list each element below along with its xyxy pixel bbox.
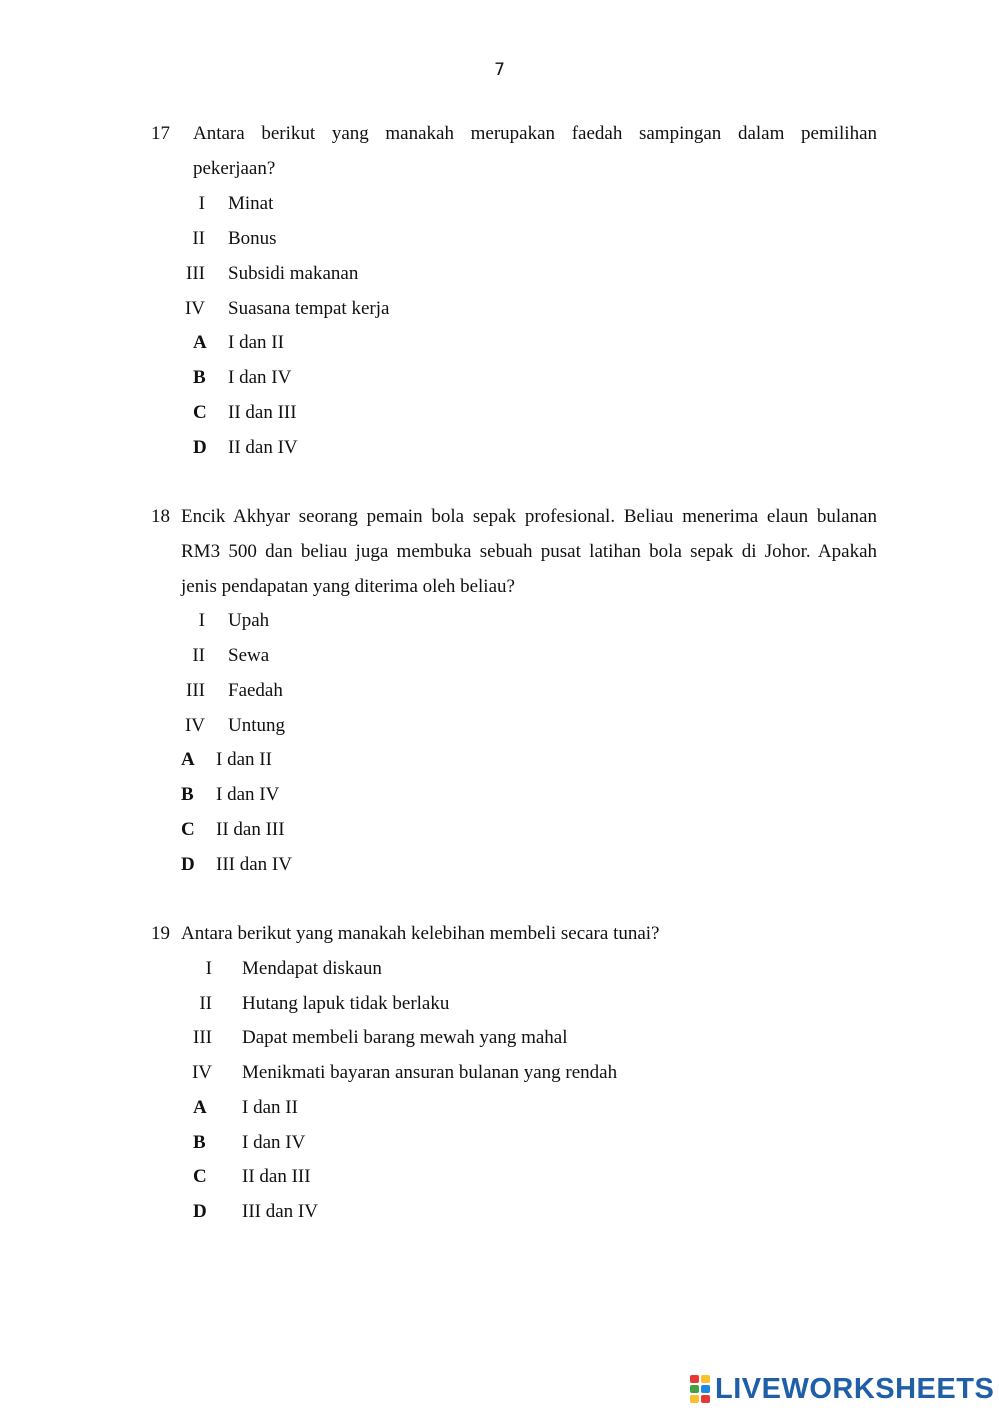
statement-text: Minat [228,193,274,214]
question-number: 19 [151,923,170,944]
option-text: III dan IV [216,854,292,875]
question-stem-line: Antara berikut yang manakah merupakan faedah sampingan dalam pemilihan [193,123,877,144]
option-letter: D [193,437,207,458]
statement-number: IV [184,715,205,736]
statement-number: I [198,193,205,214]
statement-text: Hutang lapuk tidak berlaku [242,993,450,1014]
option-text: I dan II [216,749,272,770]
option-letter: D [193,1201,207,1222]
option-letter: B [193,367,206,388]
option-text: I dan IV [216,784,280,805]
statement-text: Subsidi makanan [228,263,359,284]
option-letter: A [181,749,195,770]
statement-number: I [198,610,205,631]
question-number: 17 [151,123,170,144]
statement-text: Mendapat diskaun [242,958,382,979]
statement-text: Untung [228,715,285,736]
option-letter: C [181,819,195,840]
question-stem-line: Encik Akhyar seorang pemain bola sepak profesional. Beliau menerima elaun bulanan [181,506,877,527]
option-text: I dan II [242,1097,298,1118]
page-number: 7 [494,60,505,80]
statement-number: IV [191,1062,212,1083]
statement-text: Bonus [228,228,277,249]
statement-text: Dapat membeli barang mewah yang mahal [242,1027,568,1048]
statement-text: Sewa [228,645,270,666]
question-stem-line: RM3 500 dan beliau juga membuka sebuah pusat latihan bola sepak di Johor. Apakah [181,541,877,562]
option-text: II dan III [216,819,285,840]
statement-text: Menikmati bayaran ansuran bulanan yang rendah [242,1062,618,1083]
option-text: I dan II [228,332,284,353]
option-text: II dan IV [228,437,298,458]
option-text: II dan III [228,402,297,423]
option-letter: B [193,1132,206,1153]
option-text: III dan IV [242,1201,318,1222]
statement-number: III [193,1027,212,1048]
option-text: I dan IV [242,1132,306,1153]
statement-number: II [192,228,205,249]
question-number: 18 [151,506,170,527]
statement-number: III [186,263,205,284]
statement-number: I [205,958,212,979]
question-stem-line: jenis pendapatan yang diterima oleh beliau? [181,576,515,597]
option-letter: A [193,332,207,353]
question-stem-line: pekerjaan? [193,158,276,179]
statement-text: Suasana tempat kerja [228,298,390,319]
option-letter: B [181,784,194,805]
option-text: II dan III [242,1166,311,1187]
question-stem-line: Antara berikut yang manakah kelebihan membeli secara tunai? [181,923,660,944]
liveworksheets-logo [690,1372,994,1406]
option-letter: D [181,854,195,875]
option-letter: A [193,1097,207,1118]
liveworksheets-blocks-icon [690,1375,712,1403]
statement-number: IV [184,298,205,319]
watermark-text: LIVEWORKSHEETS [715,1372,995,1405]
statement-number: III [186,680,205,701]
statement-number: II [199,993,212,1014]
statement-text: Upah [228,610,270,631]
option-text: I dan IV [228,367,292,388]
statement-number: II [192,645,205,666]
option-letter: C [193,1166,207,1187]
statement-text: Faedah [228,680,283,701]
option-letter: C [193,402,207,423]
